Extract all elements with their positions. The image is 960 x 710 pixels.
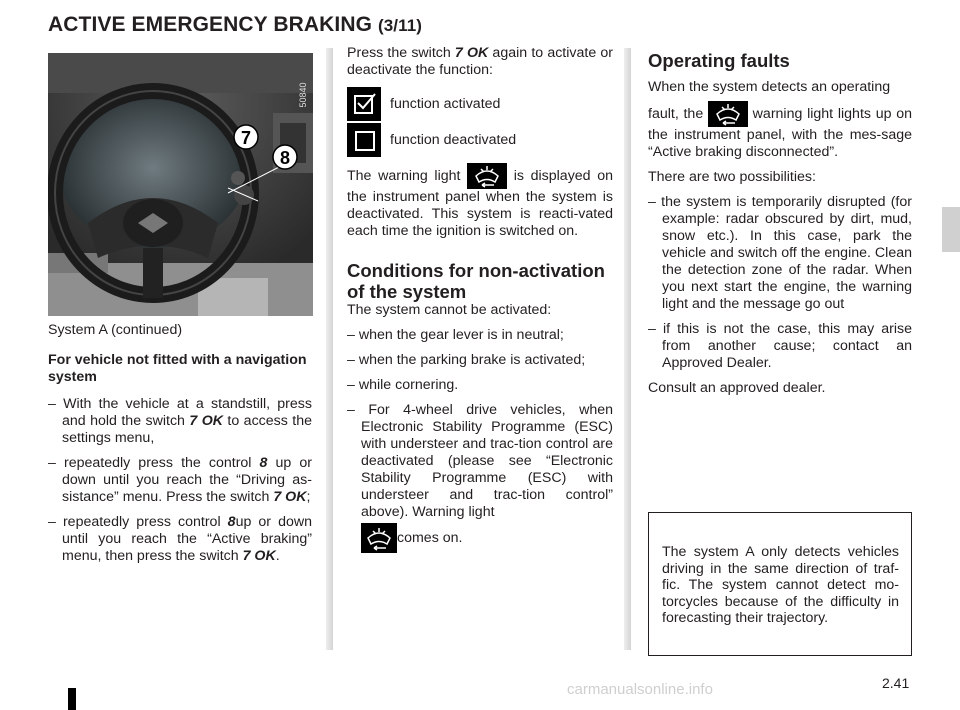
activated-row (347, 87, 613, 121)
corner-mark (68, 688, 76, 710)
note-box (648, 512, 912, 656)
col2-warning-paragraph: The warning light is displayed on the instrument panel when the system is deactivated. This system is reacti-vated each time the ignition is switched on. (347, 163, 613, 240)
page-title (48, 13, 422, 37)
deactivated-label: function deactivated (390, 131, 517, 148)
col3-p1b: fault, the warning light lights up on the instrument panel, with the mes-sage “Active braking disconnected”. (648, 101, 912, 161)
watermark: carmanualsonline.info (567, 681, 713, 698)
col3-bullet-1: – the system is temporarily disrupted (for example: radar obscured by dirt, mud, snow etc.). In this case, park the vehicle and switch off the engine. Clean the detection zone of the radar. When you next start the engine, the warning light and the message go out (648, 194, 912, 312)
col2-bullet-4-tail: comes on. (347, 523, 613, 553)
col3-p3: Consult an approved dealer. (648, 380, 826, 396)
column-2 (347, 45, 613, 561)
col2-cannot-activate: The system cannot be activated: (347, 302, 552, 318)
braking-warning-icon (708, 101, 748, 127)
section-tab (942, 207, 960, 252)
column-3 (648, 50, 912, 405)
activated-label: function activated (390, 95, 501, 112)
col2-bullet-4: – For 4-wheel drive vehicles, when Electronic Stability Programme (ESC) with understeer and trac-tion control are deactivated (please see “Electronic Stability Programme (ESC) with understeer and trac-tion control” above). Warning light (347, 402, 613, 520)
col1-bullet-3: – repeatedly press control 8up or down until you reach the “Active braking” menu, then press the switch 7 OK. (48, 514, 312, 564)
column-divider-left (326, 48, 333, 650)
figure-caption: System A (continued) (48, 322, 183, 338)
checked-box-icon (347, 87, 381, 121)
col1-bullet-2: – repeatedly press the control 8 up or down until you reach the “Driving as-sistance” menu. Press the switch 7 OK; (48, 455, 312, 505)
col3-heading: Operating faults (648, 50, 790, 71)
page-number: 2.41 (882, 675, 910, 691)
col2-intro: Press the switch 7 OK again to activate or deactivate the function: (347, 45, 613, 78)
col2-heading: Conditions for non-activation of the system (347, 260, 605, 302)
col1-bullet-1: – With the vehicle at a standstill, press and hold the switch 7 OK to access the settings menu, (48, 396, 312, 446)
figure-code: 50840 (298, 82, 308, 108)
col3-bullet-2: – if this is not the case, this may arise from another cause; contact an Approved Dealer. (648, 321, 912, 371)
callout-7 (234, 125, 258, 149)
callout-8 (273, 145, 297, 169)
col2-bullet-1: – when the gear lever is in neutral; (347, 327, 564, 343)
title-subtitle: (3/11) (377, 16, 423, 35)
note-text: The system A only detects vehicles driving in the same direction of traf-fic. The system cannot detect mo-torcycles because of the difficulty in forecasting their trajectory. (662, 544, 899, 626)
column-divider-right (624, 48, 631, 650)
braking-warning-icon (467, 163, 507, 189)
callout-7-label: 7 (240, 128, 252, 148)
steering-wheel-illustration (48, 53, 313, 316)
col3-p2: There are two possibilities: (648, 169, 816, 185)
steering-wheel-photo (48, 53, 313, 316)
col2-bullet-2: – when the parking brake is activated; (347, 352, 586, 368)
col3-p1a: When the system detects an operating (648, 79, 891, 95)
column-1 (48, 322, 312, 573)
braking-warning-icon (361, 523, 397, 553)
col2-bullet-3: – while cornering. (347, 377, 459, 393)
deactivated-row (347, 123, 613, 157)
empty-box-icon (347, 123, 381, 157)
callout-8-label: 8 (279, 148, 291, 168)
title-text: ACTIVE EMERGENCY BRAKING (48, 13, 373, 36)
col1-heading: For vehicle not fitted with a navigation system (48, 352, 307, 385)
